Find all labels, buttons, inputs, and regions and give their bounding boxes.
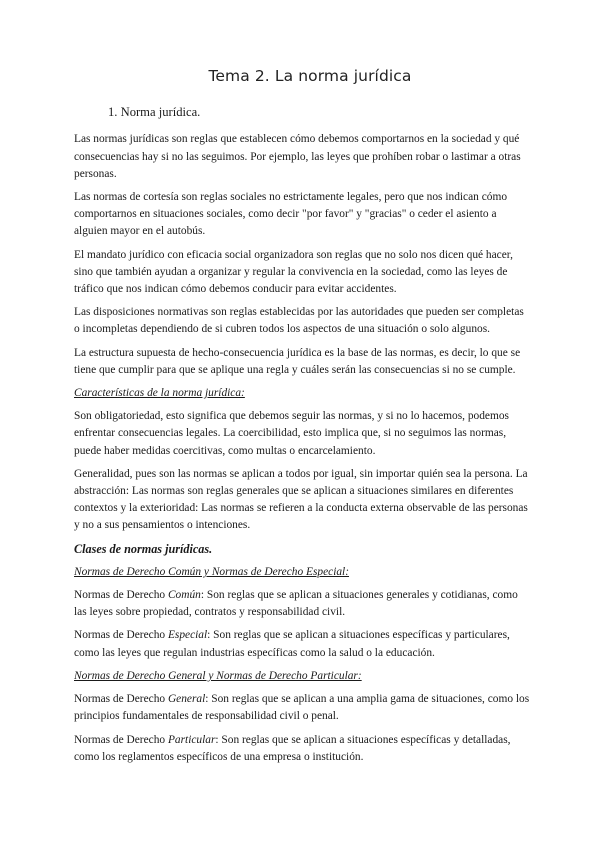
paragraph-mandato-juridico: El mandato jurídico con eficacia social organizadora son reglas que no solo nos dicen qué hacer, sino que también ayudan a organizar y regular la convivencia en la sociedad, como las leyes de tráfico que nos indican cómo debemos conducir para evitar accidentes.	[74, 248, 513, 296]
definition: : Son reglas que se aplican a situaciones generales y cotidianas, como las leyes sobre propiedad, contratos y responsabilidad civil.	[74, 589, 518, 619]
prefix: Normas de Derecho	[74, 693, 168, 706]
paragraph-normas-cortesia: Las normas de cortesía son reglas sociales no estrictamente legales, pero que nos indican cómo comportarnos en situaciones sociales, como decir "por favor" y "gracias" o ceder el asiento a alguien mayor en el autobús.	[74, 191, 508, 238]
paragraph-normas-juridicas: Las normas jurídicas son reglas que establecen cómo debemos comportarnos en la sociedad y qué consecuencias hay si no las seguimos. Por ejemplo, las leyes que prohíben robar o lastimar a otras personas.	[74, 133, 521, 180]
paragraph-derecho-especial	[74, 627, 530, 661]
heading-clases-normas: Clases de normas jurídicas.	[74, 541, 213, 556]
paragraph-disposiciones-normativas: Las disposiciones normativas son reglas establecidas por las autoridades que pueden ser completas o incompletas dependiendo de si cubren todos los aspectos de una situación o solo algunos.	[74, 306, 524, 336]
definition: : Son reglas que se aplican a situaciones específicas y detalladas, como los reglamentos específicos de una empresa o institución.	[74, 733, 511, 763]
paragraph-derecho-comun	[74, 587, 530, 621]
paragraph-generalidad: Generalidad, pues son las normas se aplican a todos por igual, sin importar quién sea la persona. La abstracción: Las normas son reglas generales que se aplican a situaciones similares en diferentes contextos y la exterioridad: Las normas se refieren a la conducta externa observable de las personas y no a sus pensamientos o intenciones.	[74, 467, 528, 532]
prefix: Normas de Derecho	[74, 589, 168, 602]
term-particular: Particular	[167, 733, 216, 746]
definition: : Son reglas que se aplican a una amplia gama de situaciones, como los principios fundamentales de responsabilidad civil o penal.	[74, 693, 530, 723]
term-general: General	[167, 693, 206, 706]
term-comun: Común	[167, 589, 201, 602]
page-title: Tema 2. La norma jurídica	[208, 67, 412, 85]
paragraph-derecho-particular	[74, 732, 530, 766]
prefix: Normas de Derecho	[74, 629, 168, 642]
section-heading-norma-juridica: 1. Norma jurídica.	[108, 105, 201, 120]
paragraph-derecho-general	[74, 691, 530, 725]
heading-general-particular: Normas de Derecho General y Normas de Derecho Particular:	[74, 669, 362, 682]
prefix: Normas de Derecho	[74, 733, 168, 746]
paragraph-obligatoriedad: Son obligatoriedad, esto significa que debemos seguir las normas, y si no lo hacemos, podemos enfrentar consecuencias legales. La coercibilidad, esto implica que, si no seguimos las normas, puede haber medidas coercitivas, como multas o encarcelamiento.	[74, 410, 509, 457]
heading-caracteristicas: Características de la norma jurídica:	[74, 387, 245, 400]
term-especial: Especial	[167, 629, 208, 642]
definition: : Son reglas que se aplican a situaciones específicas y particulares, como las leyes que regulan industrias específicas como la salud o la educación.	[74, 629, 510, 659]
heading-comun-especial: Normas de Derecho Común y Normas de Derecho Especial:	[74, 565, 350, 578]
paragraph-estructura: La estructura supuesta de hecho-consecuencia jurídica es la base de las normas, es decir, lo que se tiene que cumplir para que se aplique una regla y cuáles serán las consecuencias si no se cumple.	[74, 346, 521, 376]
